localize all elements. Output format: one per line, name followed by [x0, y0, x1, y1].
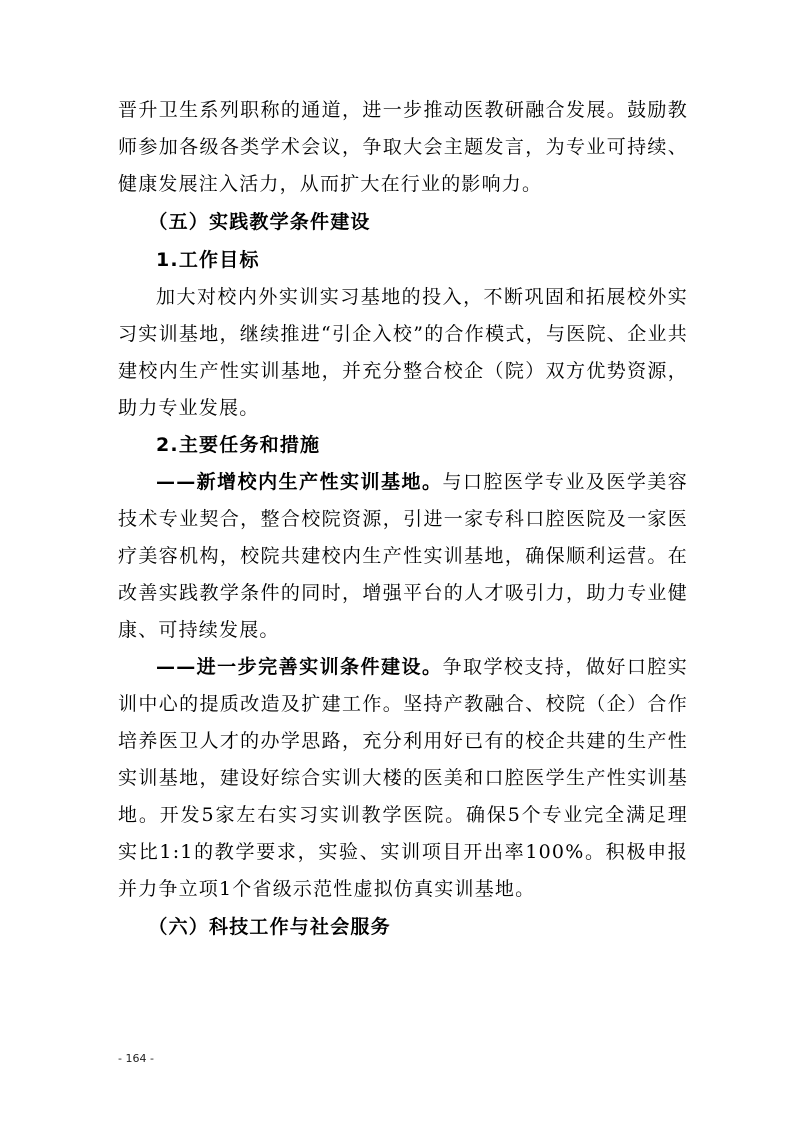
task-2-text: 争取学校支持，做好口腔实训中心的提质改造及扩建工作。坚持产教融合、校院（企）合作培养医卫人才的办学思路，充分利用好已有的校企共建的生产性实训基地，建设好综合实训大楼的医美和口腔医学生产性实训基地。开发5家左右实习实训教学医院。确保5个专业完全满足理实比1:1的教学要求，实验、实训项目开出率100%。积极申报并力争立项1个省级示范性虚拟仿真实训基地。 [118, 656, 688, 900]
document-body [118, 92, 688, 947]
paragraph-continuation: 晋升卫生系列职称的通道，进一步推动医教研融合发展。鼓励教师参加各级各类学术会议，争取大会主题发言，为专业可持续、健康发展注入活力，从而扩大在行业的影响力。 [118, 99, 688, 195]
paragraph-task-1 [118, 464, 688, 649]
page-number: - 164 - [118, 1052, 154, 1065]
paragraph-task-2 [118, 649, 688, 908]
subheading-main-tasks: 2.主要任务和措施 [156, 434, 321, 456]
paragraph-work-goal: 加大对校内外实训实习基地的投入，不断巩固和拓展校外实习实训基地，继续推进“引企入校”的合作模式，与医院、企业共建校内生产性实训基地，并充分整合校企（院）双方优势资源，助力专业发展。 [118, 286, 688, 419]
section-heading-6: （六）科技工作与社会服务 [148, 916, 391, 938]
task-1-text: 与口腔医学专业及医学美容技术专业契合，整合校院资源，引进一家专科口腔医院及一家医疗美容机构，校院共建校内生产性实训基地，确保顺利运营。在改善实践教学条件的同时，增强平台的人才吸引力，助力专业健康、可持续发展。 [118, 471, 688, 641]
task-2-lead: ——进一步完善实训条件建设。 [156, 656, 443, 678]
subheading-work-goal: 1.工作目标 [156, 249, 260, 271]
task-1-lead: ——新增校内生产性实训基地。 [156, 471, 443, 493]
section-heading-5: （五）实践教学条件建设 [148, 211, 371, 233]
